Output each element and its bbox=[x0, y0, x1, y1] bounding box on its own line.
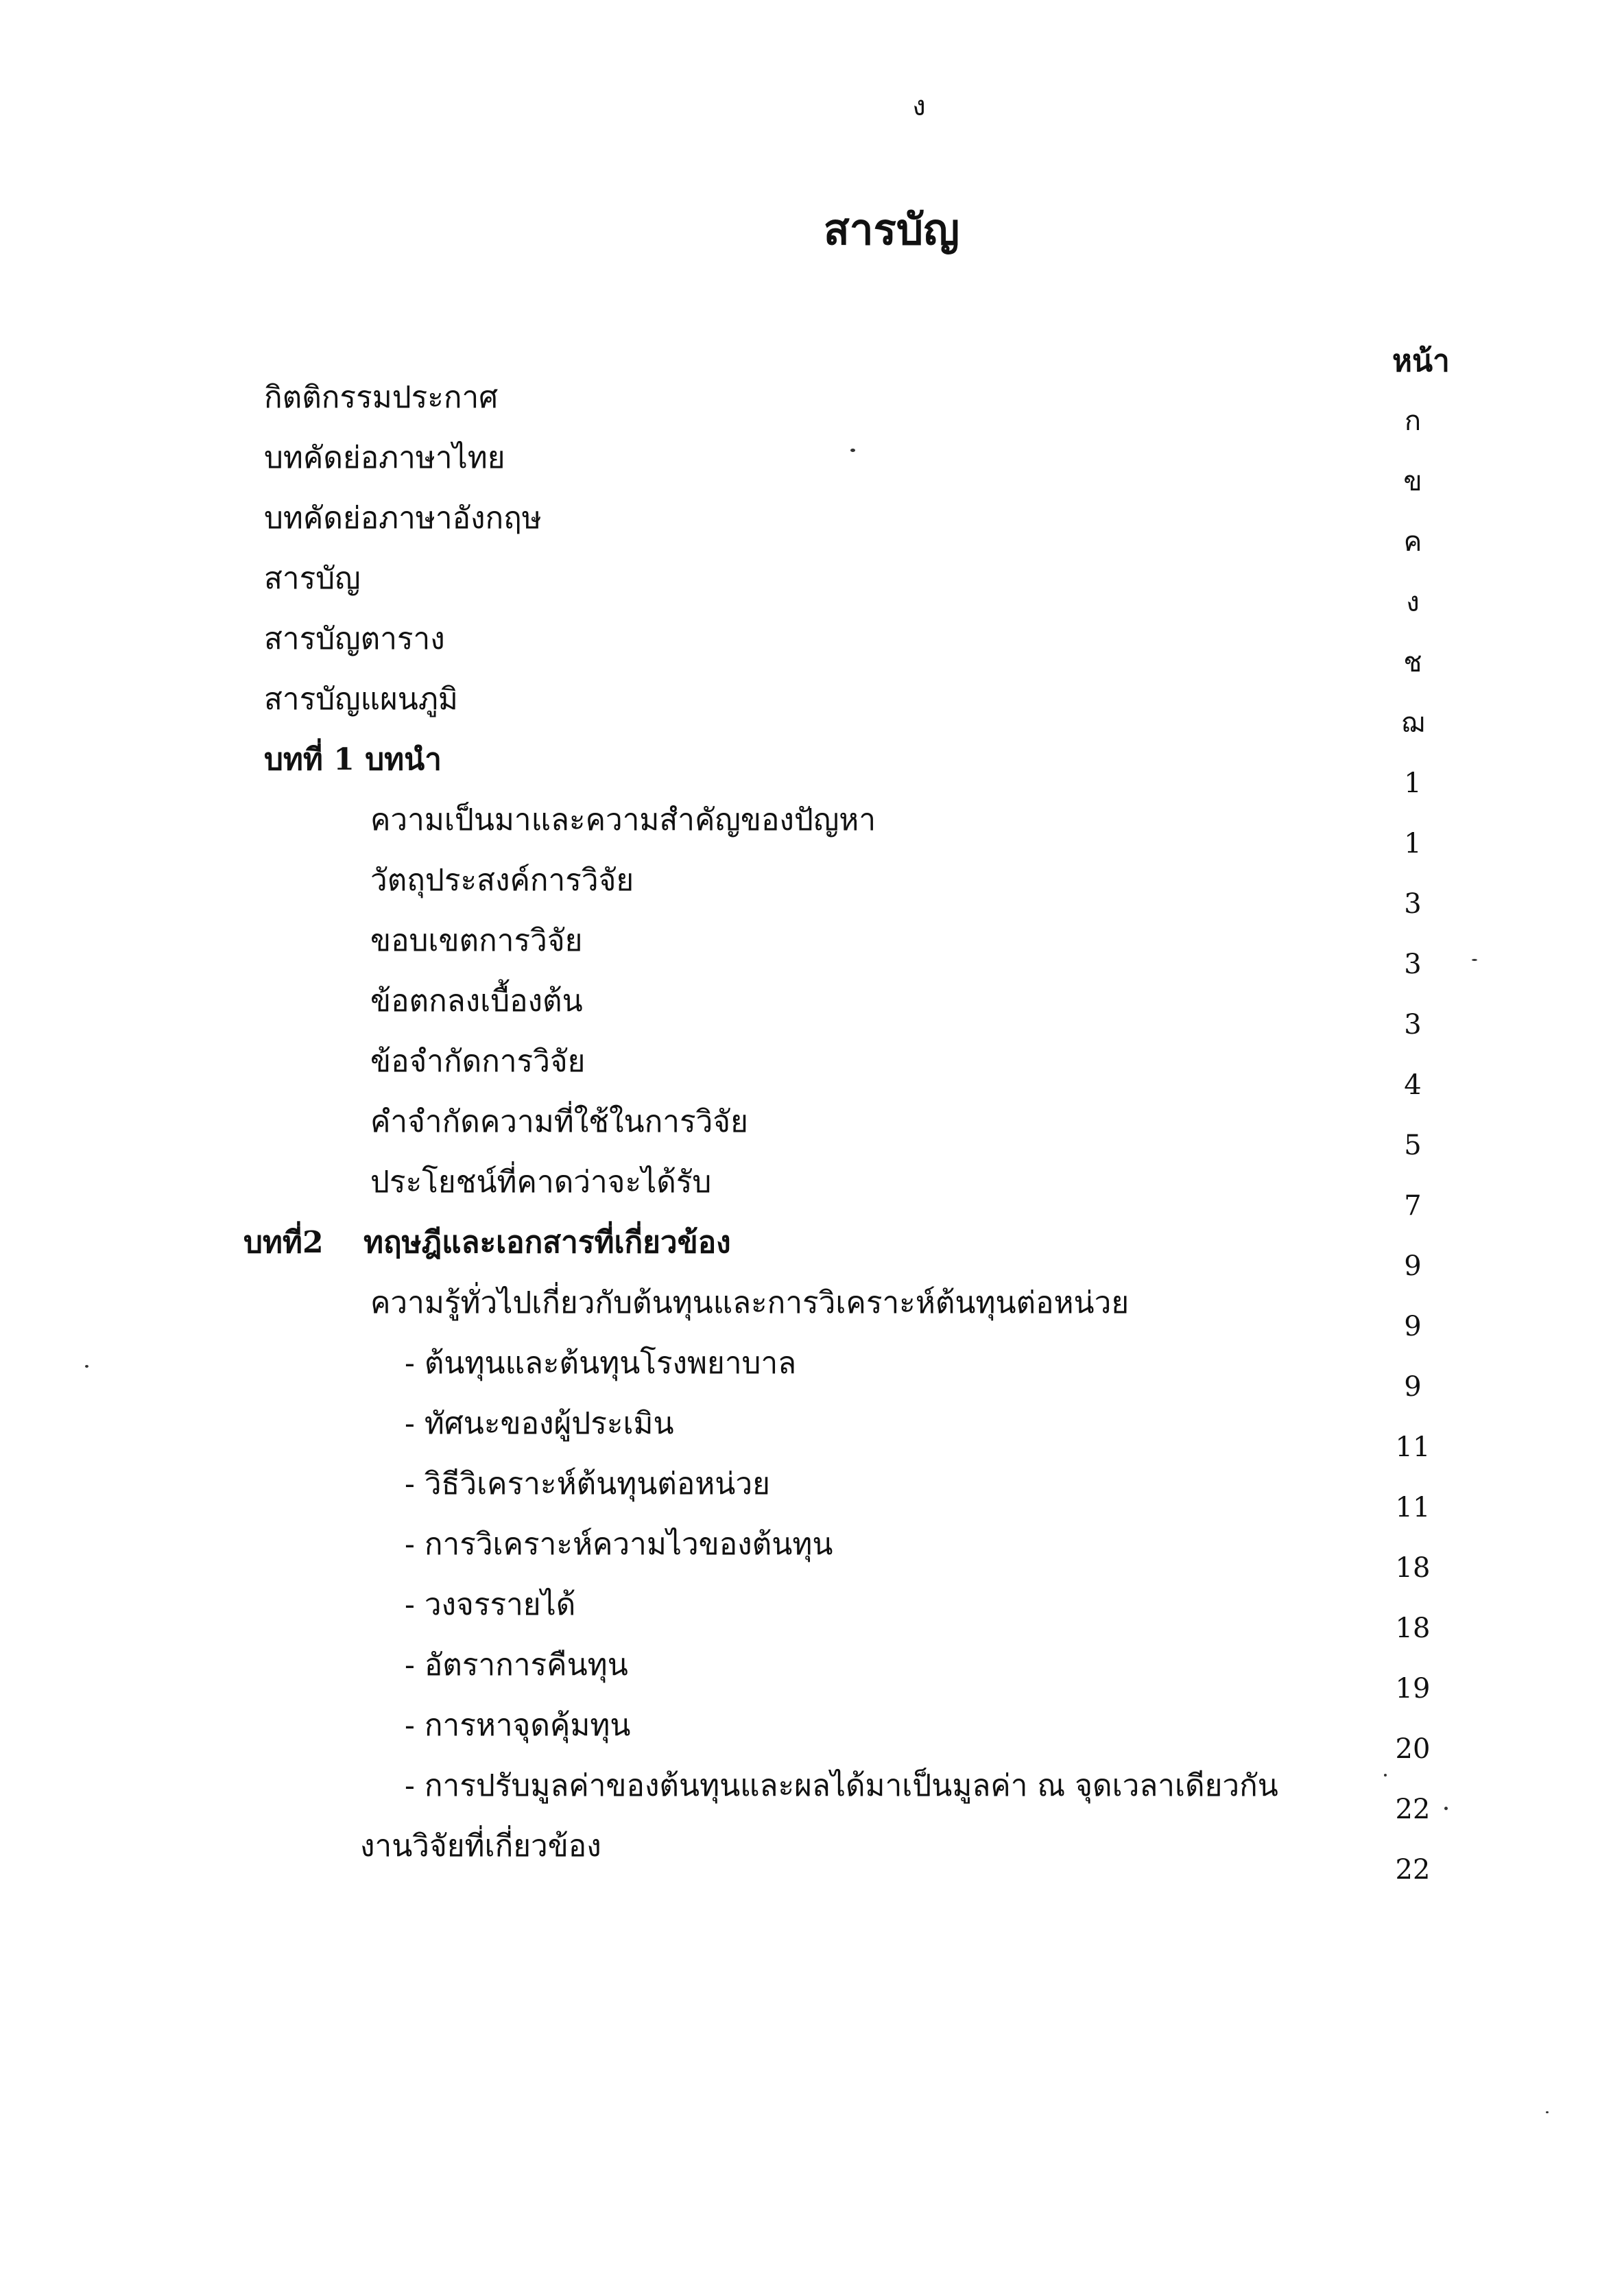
toc-entry-page: 22 bbox=[1395, 1794, 1431, 1825]
toc-entry-label: - การวิเคราะห์ความไวของต้นทุน bbox=[405, 1527, 833, 1562]
toc-entry-label: บทที่ 1 บทนำ bbox=[264, 742, 442, 777]
toc-entry bbox=[0, 1397, 1624, 1463]
page-title: สารบัญ bbox=[823, 204, 960, 254]
toc-entry-page: 5 bbox=[1404, 1130, 1422, 1161]
toc-entry bbox=[0, 1517, 1624, 1584]
toc-chapter-prefix: บทที่2 bbox=[243, 1225, 324, 1260]
toc-entry-page: 11 bbox=[1395, 1492, 1431, 1523]
toc-entry-page: 20 bbox=[1395, 1733, 1431, 1765]
toc-entry-page: 3 bbox=[1404, 949, 1422, 980]
toc-entry-page: 1 bbox=[1404, 768, 1422, 799]
toc-entry bbox=[0, 431, 1624, 497]
toc-entry bbox=[0, 1457, 1624, 1523]
toc-entry bbox=[0, 1638, 1624, 1704]
toc-entry-label: ประโยชน์ที่คาดว่าจะได้รับ bbox=[370, 1165, 712, 1200]
toc-entry-page: 4 bbox=[1404, 1069, 1422, 1101]
toc-entry bbox=[0, 1276, 1624, 1342]
toc-chapter-entry bbox=[0, 1215, 1624, 1282]
toc-entry-label: - ทัศนะของผู้ประเมิน bbox=[405, 1406, 674, 1441]
toc-entry-page: 3 bbox=[1404, 1009, 1422, 1041]
toc-entry-label: สารบัญแผนภูมิ bbox=[264, 682, 458, 717]
toc-entry-page: 19 bbox=[1395, 1673, 1431, 1704]
toc-entry-page: ง bbox=[1406, 586, 1420, 618]
toc-entry bbox=[0, 672, 1624, 739]
toc-entry bbox=[0, 551, 1624, 618]
toc-entry-page: 11 bbox=[1395, 1432, 1431, 1463]
toc-entry-page: 18 bbox=[1395, 1613, 1431, 1644]
toc-entry bbox=[0, 1034, 1624, 1101]
toc-entry-page: 3 bbox=[1404, 888, 1422, 920]
toc-entry bbox=[0, 612, 1624, 678]
toc-entry bbox=[0, 1759, 1624, 1825]
toc-entry-page: 9 bbox=[1404, 1311, 1422, 1342]
toc-entry-label: - วงจรรายได้ bbox=[405, 1587, 576, 1622]
toc-entry bbox=[0, 1155, 1624, 1222]
scan-speck bbox=[85, 1365, 88, 1368]
toc-entry-label: งานวิจัยที่เกี่ยวข้อง bbox=[360, 1829, 601, 1864]
toc-entry-label: - วิธีวิเคราะห์ต้นทุนต่อหน่วย bbox=[405, 1466, 770, 1501]
page-column-header: หน้า bbox=[1392, 344, 1450, 379]
toc-entry-label: ขอบเขตการวิจัย bbox=[370, 923, 583, 958]
toc-entry-page: ก bbox=[1404, 405, 1422, 437]
toc-chapter-entry bbox=[0, 733, 1624, 799]
toc-entry bbox=[0, 974, 1624, 1041]
toc-entry bbox=[0, 1578, 1624, 1644]
toc-entry bbox=[0, 1336, 1624, 1403]
toc-entry-label: ทฤษฎีและเอกสารที่เกี่ยวข้อง bbox=[363, 1225, 731, 1260]
toc-entry-page: ค bbox=[1403, 526, 1422, 558]
toc-entry-page: 1 bbox=[1404, 828, 1422, 859]
toc-entry-label: กิตติกรรมประกาศ bbox=[264, 380, 499, 415]
toc-entry-label: - ต้นทุนและต้นทุนโรงพยาบาล bbox=[405, 1346, 797, 1381]
toc-entry-label: ความเป็นมาและความสำคัญของปัญหา bbox=[370, 803, 876, 837]
toc-entry-page: 9 bbox=[1404, 1371, 1422, 1403]
page-number: ง bbox=[912, 91, 926, 122]
scan-speck bbox=[1546, 2111, 1549, 2113]
toc-entry bbox=[0, 370, 1624, 437]
toc-entry-label: - การหาจุดคุ้มทุน bbox=[405, 1708, 631, 1743]
scan-speck bbox=[1444, 1807, 1448, 1810]
scan-speck bbox=[850, 449, 855, 452]
toc-entry-page: ฌ bbox=[1400, 707, 1425, 739]
scan-speck bbox=[1384, 1774, 1387, 1777]
toc-entry-label: ข้อตกลงเบื้องต้น bbox=[370, 984, 583, 1019]
toc-entry bbox=[0, 1819, 1624, 1886]
toc-entry-page: 22 bbox=[1395, 1854, 1431, 1886]
toc-entry bbox=[0, 793, 1624, 859]
toc-entry-label: - การปรับมูลค่าของต้นทุนและผลได้มาเป็นมูลค่า ณ จุดเวลาเดียวกัน bbox=[405, 1768, 1278, 1803]
toc-entry-page: ช bbox=[1403, 647, 1422, 678]
toc-entry-label: คำจำกัดความที่ใช้ในการวิจัย bbox=[370, 1104, 748, 1139]
toc-entry bbox=[0, 491, 1624, 558]
toc-entry-page: 9 bbox=[1404, 1250, 1422, 1282]
toc-entry-label: ความรู้ทั่วไปเกี่ยวกับต้นทุนและการวิเคราะห์ต้นทุนต่อหน่วย bbox=[370, 1285, 1130, 1320]
toc-entry bbox=[0, 1698, 1624, 1765]
toc-entry-label: ข้อจำกัดการวิจัย bbox=[370, 1044, 586, 1079]
scan-speck bbox=[1472, 959, 1477, 961]
toc-entry-label: สารบัญ bbox=[264, 561, 361, 596]
toc-entry bbox=[0, 1095, 1624, 1161]
toc-entry-page: ข bbox=[1403, 466, 1422, 497]
toc-entry-label: วัตถุประสงค์การวิจัย bbox=[370, 863, 634, 898]
toc-entry-label: บทคัดย่อภาษาอังกฤษ bbox=[264, 501, 542, 536]
toc-entry bbox=[0, 853, 1624, 920]
toc-entry-page: 7 bbox=[1404, 1190, 1422, 1222]
toc-entry-page: 18 bbox=[1395, 1552, 1431, 1584]
toc-entry-label: - อัตราการคืนทุน bbox=[405, 1648, 628, 1683]
toc-entry-label: สารบัญตาราง bbox=[264, 621, 445, 656]
toc-entry-label: บทคัดย่อภาษาไทย bbox=[264, 440, 505, 475]
toc-entry bbox=[0, 914, 1624, 980]
